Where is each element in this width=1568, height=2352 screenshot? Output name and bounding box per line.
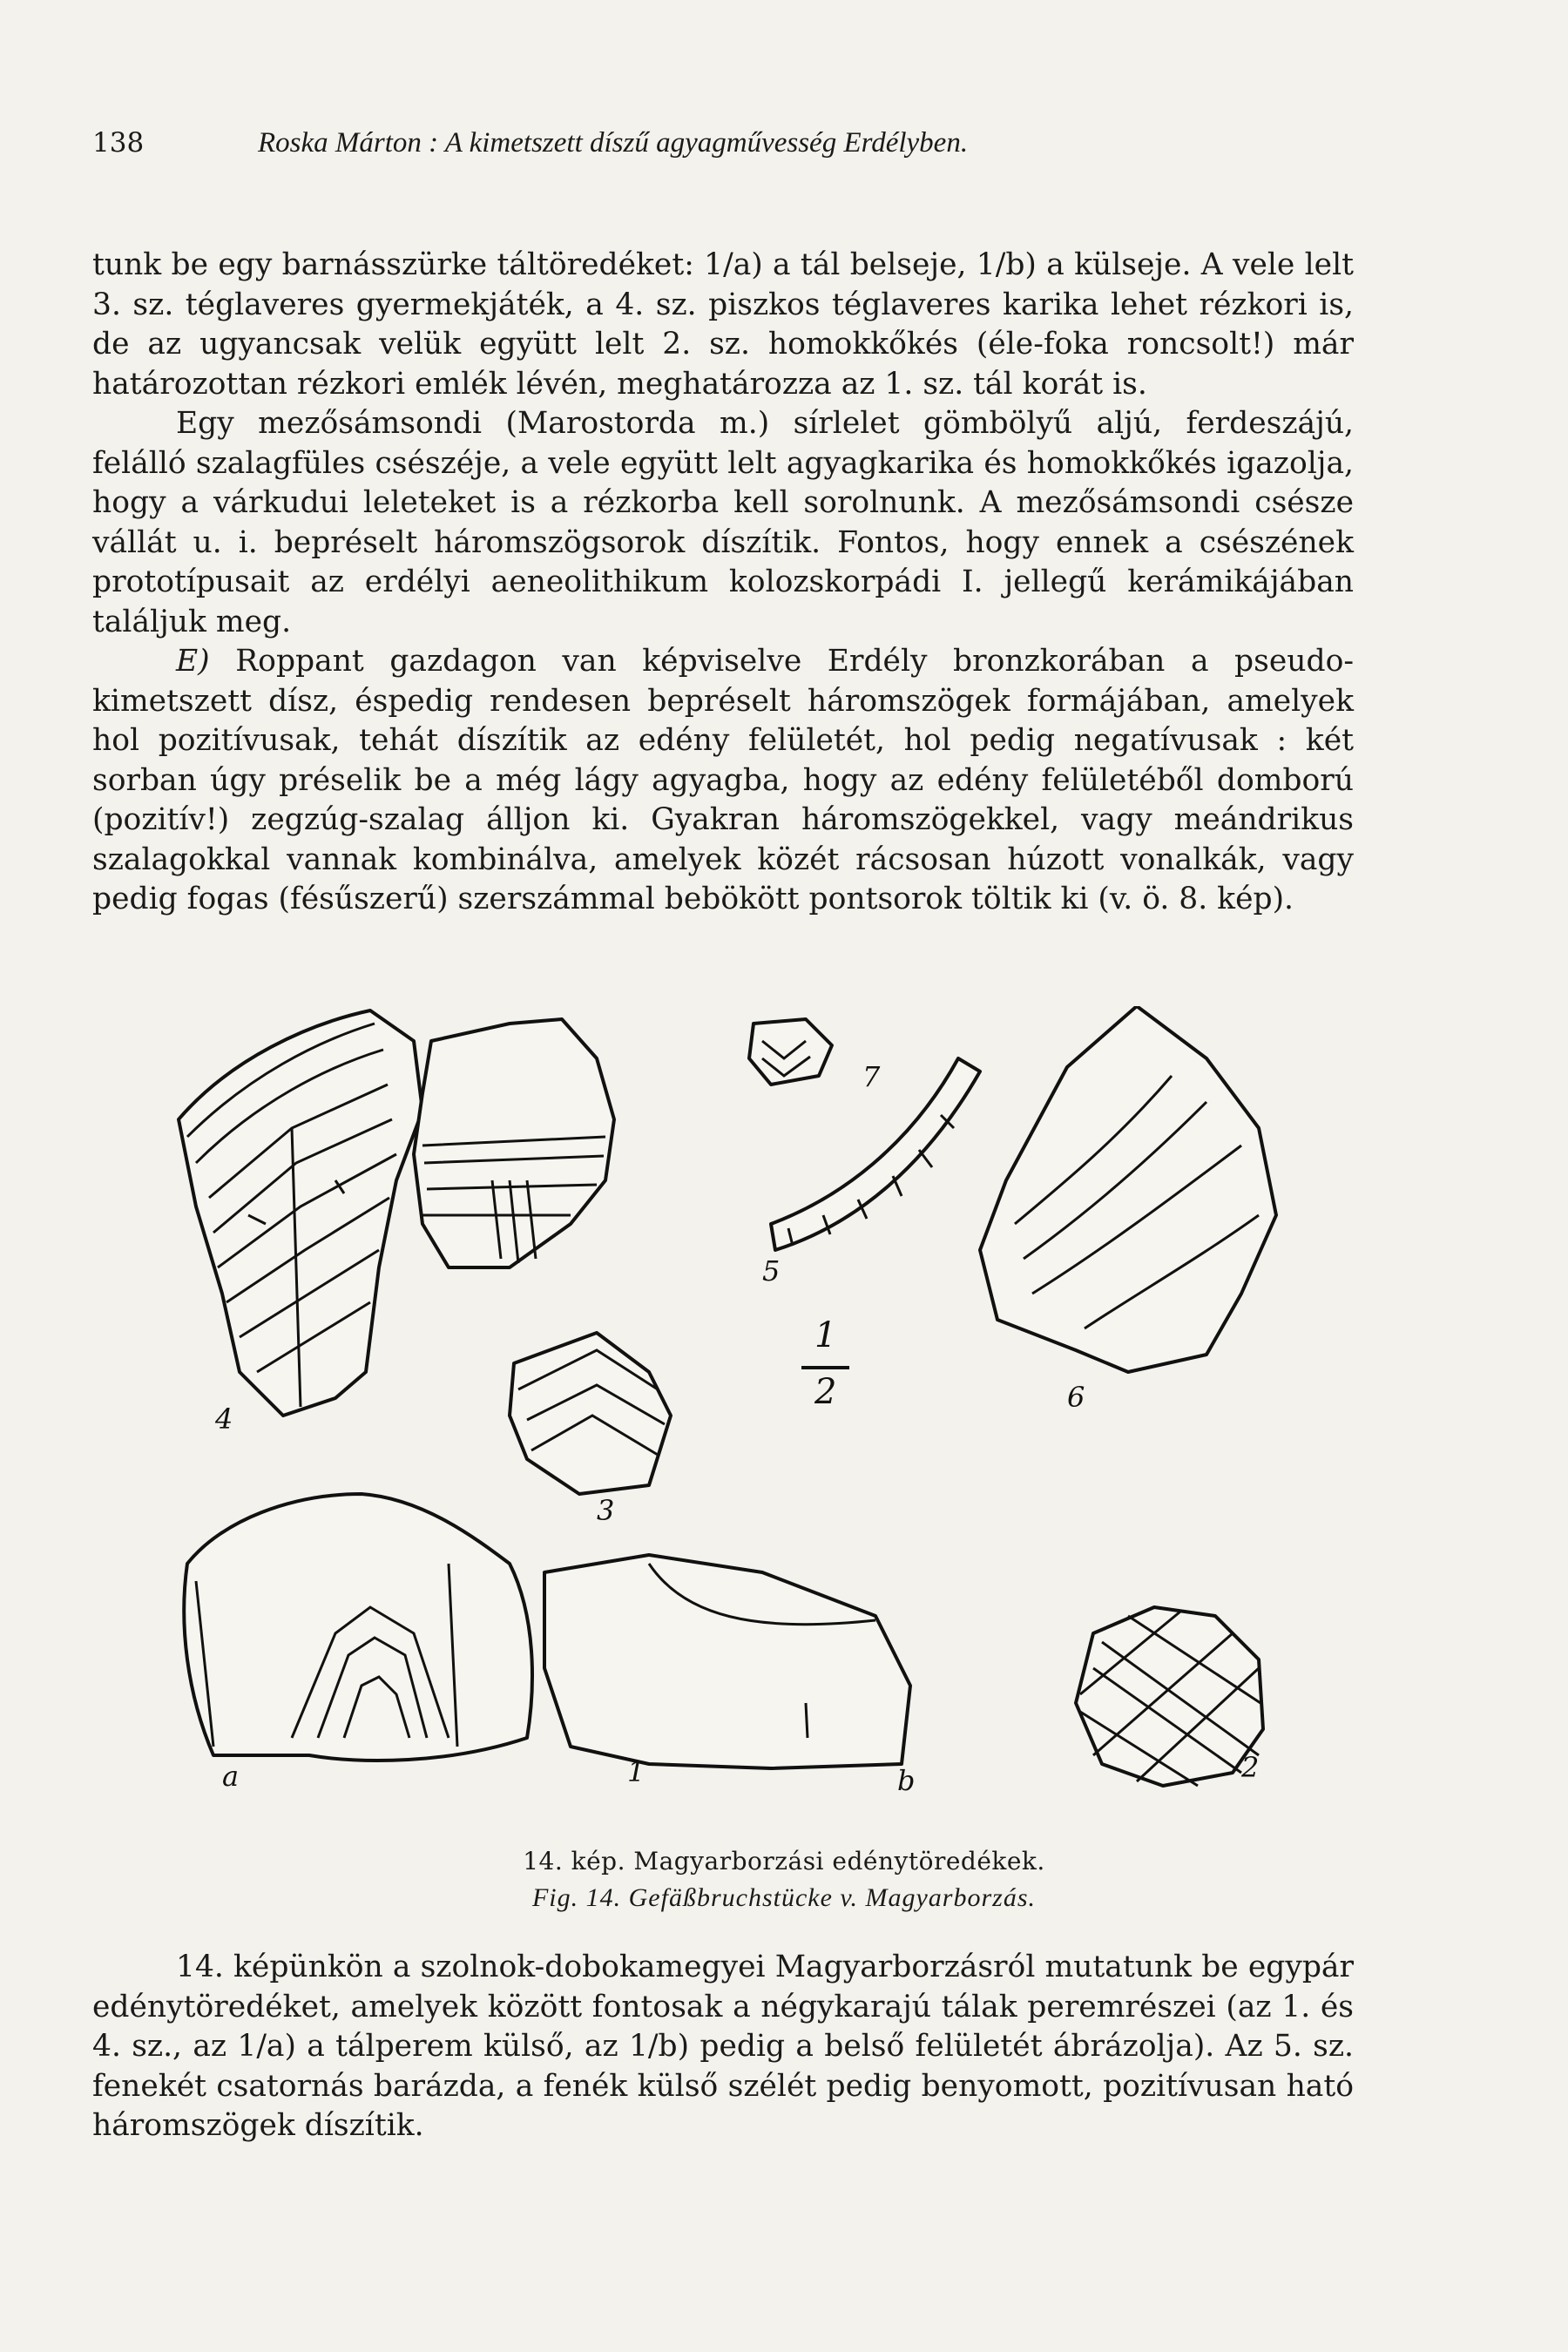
fig-label-1b: b — [897, 1764, 916, 1797]
sherd-1b-drawing — [544, 1555, 910, 1768]
sherd-1-drawing — [184, 1494, 532, 1761]
running-title: Roska Márton : A kimetszett díszű agyagművesség Erdélyben. — [258, 127, 969, 159]
sherd-middle-drawing — [414, 1019, 614, 1267]
sherd-drawings — [161, 1006, 1355, 1816]
body-text-bottom — [92, 1948, 1354, 2146]
sherd-3-drawing — [510, 1333, 671, 1494]
scale-denominator: 2 — [814, 1372, 837, 1412]
sherd-6-drawing — [980, 1006, 1276, 1372]
fig-label-1a: a — [222, 1760, 240, 1793]
fig-label-5: 5 — [762, 1254, 781, 1288]
fig-label-4: 4 — [215, 1402, 233, 1436]
paragraph-2: Egy mezősámsondi (Marostorda m.) sírlelet gömbölyű aljú, ferdeszájú, felálló szalagfüles csészéje, a vele együtt lelt agyagkarika és homokkőkés igazolja, hogy a várkudui leleteket is a rézkorba kell sorolnunk. A mezősámsondi csésze vállát u. i. bepréselt háromszögsorok díszítik. Fontos, hogy ennek a csészének prototípusait az erdélyi aeneolithikum kolozskorpádi I. jellegű kerámikájában találjuk meg. — [92, 406, 1354, 639]
figure-caption-de: Fig. 14. Gefäßbruchstücke v. Magyarborzás. — [531, 1883, 1036, 1912]
figure-caption-hu: 14. kép. Magyarborzási edénytöredékek. — [523, 1847, 1045, 1876]
paragraph-e-text: Roppant gazdagon van képviselve Erdély bronzkorában a pseudo-kimetszett dísz, éspedig rendesen bepréselt háromszögek formájában, amelyek hol pozitívusak, tehát díszítik az edény felületét, hol pedig negatívusak : két sorban úgy préselik be a még lágy agyagba, hogy az edény felületéből domború (pozitív!) zegzúg-szalag álljon ki. Gyakran háromszögekkel, vagy meándrikus szalagokkal vannak kombinálva, amelyek közét rácsosan húzott vonalkák, vagy pedig fogas (fésűszerű) szerszámmal bebökött pontsorok töltik ki (v. ö. 8. kép). — [92, 644, 1354, 916]
page-number: 138 — [92, 127, 145, 159]
sherd-2-drawing — [1076, 1607, 1263, 1786]
fig-label-1: 1 — [627, 1755, 645, 1788]
page-header — [92, 127, 1225, 162]
paragraph-bottom: 14. képünkön a szolnok-dobokamegyei Magyarborzásról mutatunk be egypár edénytöredéket, amelyek között fontosak a négykarajú tálak peremrészei (az 1. és 4. sz., az 1/a) a tálperem külső, az 1/b) pedig a belső felületét ábrázolja). Az 5. sz. fenekét csatornás barázda, a fenék külső szélét pedig benyomott, pozitívusan ható háromszögek díszítik. — [92, 1950, 1354, 2143]
sherd-7-drawing — [749, 1019, 832, 1085]
figure-14 — [161, 1006, 1355, 1816]
scale-numerator: 1 — [814, 1315, 837, 1355]
paragraph-e — [92, 642, 1354, 920]
fig-label-2: 2 — [1241, 1751, 1260, 1784]
fig-label-7: 7 — [862, 1060, 881, 1093]
fig-label-3: 3 — [597, 1494, 615, 1527]
body-text-top — [92, 246, 1354, 920]
sherd-4-drawing — [179, 1010, 422, 1416]
fig-label-6: 6 — [1067, 1381, 1085, 1414]
paragraph-1: tunk be egy barnásszürke táltöredéket: 1/a) a tál belseje, 1/b) a külseje. A vele lelt 3. sz. téglaveres gyermekjáték, a 4. sz. piszkos téglaveres karika lehet rézkori is, de az ugyancsak velük együtt lelt 2. sz. homokkőkés (éle-foka roncsolt!) már határozottan rézkori emlék lévén, meghatározza az 1. sz. tál korát is. — [92, 247, 1354, 402]
section-marker: E) — [176, 644, 210, 679]
